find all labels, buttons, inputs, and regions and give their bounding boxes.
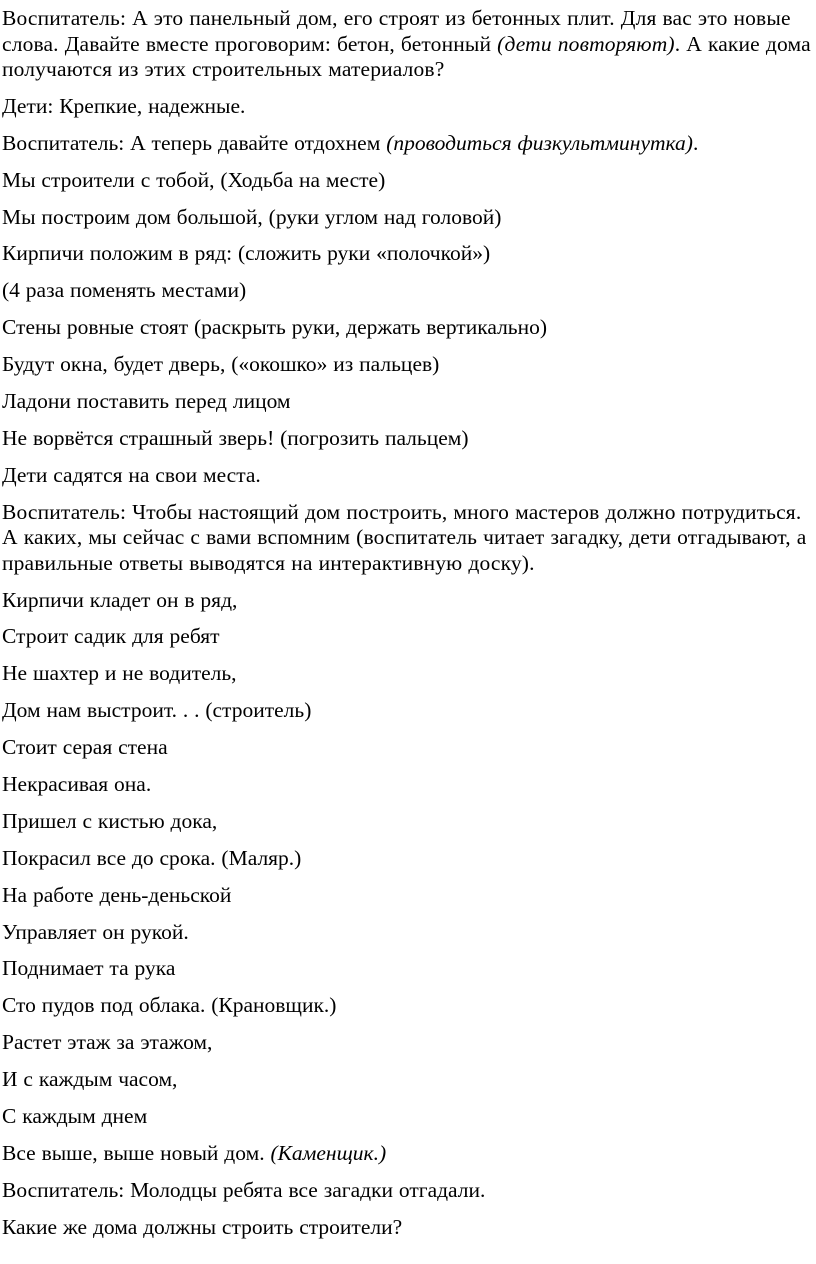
paragraph-text: .	[692, 130, 699, 155]
paragraph-teacher-rest	[2, 131, 814, 157]
riddle-line: Растет этаж за этажом,	[2, 1030, 213, 1055]
riddle-line: На работе день-деньской	[2, 882, 232, 907]
riddle-line: Дом нам выстроит. . . (строитель)	[2, 698, 312, 723]
riddle-line: Кирпичи кладет он в ряд,	[2, 587, 238, 612]
paragraph-text: . А какие дома получаются из этих строительных материалов?	[2, 31, 811, 81]
riddle-line: Поднимает та рука	[2, 956, 176, 981]
exercise-line: Кирпичи положим в ряд: (сложить руки «полочкой»)	[2, 241, 491, 266]
riddle-line: Пришел с кистью дока,	[2, 808, 218, 833]
exercise-line: Ладони поставить перед лицом	[2, 389, 291, 414]
exercise-line: Не ворвётся страшный зверь! (погрозить пальцем)	[2, 425, 469, 450]
riddle-line	[2, 1141, 814, 1167]
paragraph-teacher-praise: Воспитатель: Молодцы ребята все загадки отгадали.	[2, 1177, 486, 1202]
riddle-line: Покрасил все до срока. (Маляр.)	[2, 845, 302, 870]
riddle-text: Все выше, выше новый дом.	[2, 1140, 271, 1165]
exercise-line: Мы построим дом большой, (руки углом над головой)	[2, 204, 502, 229]
riddle-line: Стоит серая стена	[2, 735, 168, 760]
paragraph-question: Какие же дома должны строить строители?	[2, 1214, 403, 1239]
paragraph-children-answer: Дети: Крепкие, надежные.	[2, 93, 246, 118]
exercise-line: Стены ровные стоят (раскрыть руки, держать вертикально)	[2, 315, 548, 340]
riddle-line: Сто пудов под облака. (Крановщик.)	[2, 993, 337, 1018]
riddle-line: С каждым днем	[2, 1104, 148, 1129]
riddle-line: И с каждым часом,	[2, 1067, 178, 1092]
riddle-line: Управляет он рукой.	[2, 919, 189, 944]
riddle-answer: (Каменщик.)	[270, 1140, 387, 1165]
italic-remark: (дети повторяют)	[497, 31, 675, 56]
exercise-line: Будут окна, будет дверь, («окошко» из пальцев)	[2, 352, 440, 377]
paragraph-text: Воспитатель: А это панельный дом, его строят из бетонных плит. Для вас это новые слова. Давайте вместе проговорим: бетон, бетонный	[2, 6, 791, 56]
paragraph-text: Воспитатель: А теперь давайте отдохнем	[2, 130, 387, 155]
riddle-line: Не шахтер и не водитель,	[2, 661, 237, 686]
exercise-line: (4 раза поменять местами)	[2, 278, 247, 303]
paragraph-teacher-panel-house	[2, 6, 814, 83]
paragraph-children-sit: Дети садятся на свои места.	[2, 462, 261, 487]
riddle-line: Строит садик для ребят	[2, 624, 220, 649]
riddle-line: Некрасивая она.	[2, 772, 152, 797]
paragraph-teacher-masters: Воспитатель: Чтобы настоящий дом построить, много мастеров должно потрудиться. А каких, мы сейчас с вами вспомним (воспитатель читает загадку, дети отгадывают, а правильные ответы выводятся на интерактивную доску).	[2, 499, 807, 575]
exercise-line: Мы строители с тобой, (Ходьба на месте)	[2, 167, 386, 192]
italic-remark: (проводиться физкультминутка)	[386, 130, 693, 155]
